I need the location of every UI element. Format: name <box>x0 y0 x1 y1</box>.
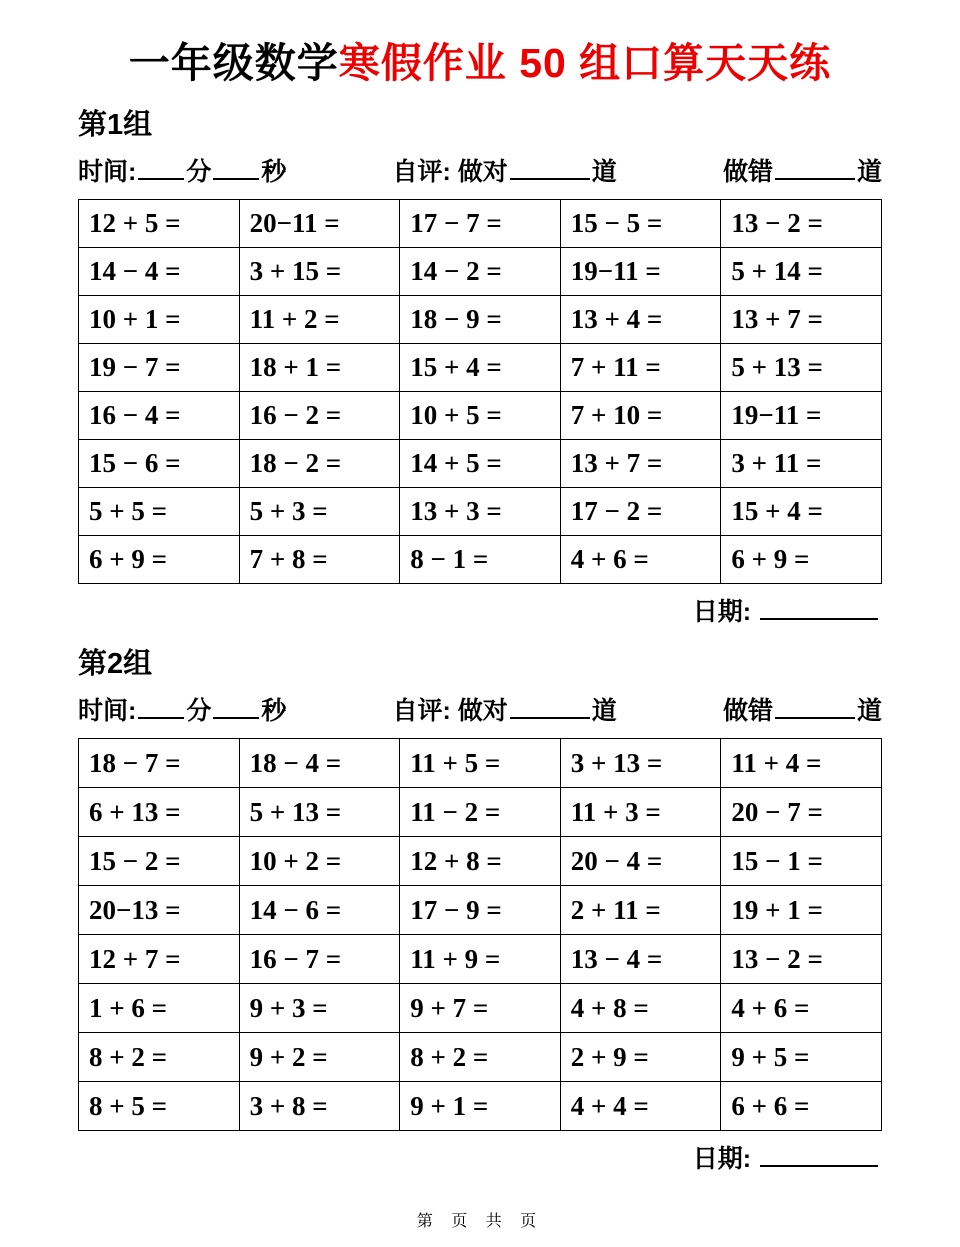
problem-cell: 3 + 13 = <box>560 739 721 788</box>
problem-cell: 4 + 6 = <box>560 536 721 584</box>
problem-cell: 11 + 4 = <box>721 739 882 788</box>
problem-cell: 13 + 7 = <box>560 440 721 488</box>
problem-cell: 20−13 = <box>79 886 240 935</box>
problem-cell: 13 + 7 = <box>721 296 882 344</box>
date-blank-line <box>760 596 878 620</box>
problem-cell: 11 + 2 = <box>239 296 400 344</box>
problem-cell: 8 + 2 = <box>400 1033 561 1082</box>
problem-cell: 19−11 = <box>721 392 882 440</box>
problem-cell: 19 + 1 = <box>721 886 882 935</box>
problem-cell: 14 + 5 = <box>400 440 561 488</box>
wrong-segment <box>723 691 882 727</box>
problem-cell: 18 − 2 = <box>239 440 400 488</box>
time-segment <box>78 691 286 727</box>
time-label: 时间: <box>78 697 137 726</box>
problem-cell: 8 − 1 = <box>400 536 561 584</box>
problem-cell: 5 + 13 = <box>239 788 400 837</box>
problem-cell: 2 + 9 = <box>560 1033 721 1082</box>
problem-cell: 10 + 2 = <box>239 837 400 886</box>
time-segment <box>78 152 286 188</box>
problem-row <box>79 984 882 1033</box>
problem-cell: 19−11 = <box>560 248 721 296</box>
problem-cell: 12 + 7 = <box>79 935 240 984</box>
group-1-heading: 第1组 <box>78 109 153 142</box>
problem-cell: 5 + 3 = <box>239 488 400 536</box>
problem-row <box>79 837 882 886</box>
wrong-count-blank-line <box>775 695 855 719</box>
problem-cell: 14 − 2 = <box>400 248 561 296</box>
second-label: 秒 <box>261 697 287 726</box>
wrong-label: 做错 <box>722 158 773 187</box>
page-title <box>78 0 882 87</box>
problems-table-group-1 <box>78 199 882 584</box>
problem-cell: 15 − 6 = <box>79 440 240 488</box>
problem-cell: 11 + 3 = <box>560 788 721 837</box>
self-eval-segment <box>393 152 617 188</box>
problem-cell: 18 − 7 = <box>79 739 240 788</box>
problem-cell: 18 − 9 = <box>400 296 561 344</box>
minutes-blank-line <box>138 156 184 180</box>
wrong-unit-label: 道 <box>856 158 882 187</box>
problem-row <box>79 935 882 984</box>
group-2-date-line <box>78 1139 882 1175</box>
problem-cell: 13 − 2 = <box>721 935 882 984</box>
correct-unit-label: 道 <box>591 158 617 187</box>
problem-row <box>79 536 882 584</box>
problem-cell: 15 + 4 = <box>400 344 561 392</box>
problem-cell: 3 + 15 = <box>239 248 400 296</box>
problem-row <box>79 739 882 788</box>
problem-cell: 3 + 11 = <box>721 440 882 488</box>
problem-cell: 9 + 5 = <box>721 1033 882 1082</box>
problem-cell: 9 + 1 = <box>400 1082 561 1131</box>
problem-cell: 10 + 5 = <box>400 392 561 440</box>
problem-cell: 20 − 7 = <box>721 788 882 837</box>
problem-cell: 11 + 5 = <box>400 739 561 788</box>
problem-cell: 6 + 9 = <box>721 536 882 584</box>
problem-row <box>79 1082 882 1131</box>
problem-cell: 9 + 2 = <box>239 1033 400 1082</box>
date-label: 日期: <box>692 1145 752 1174</box>
date-blank-line <box>760 1143 878 1167</box>
problem-cell: 5 + 14 = <box>721 248 882 296</box>
correct-unit-label: 道 <box>591 697 617 726</box>
problem-cell: 6 + 9 = <box>79 536 240 584</box>
problem-cell: 19 − 7 = <box>79 344 240 392</box>
problem-cell: 20−11 = <box>239 200 400 248</box>
seconds-blank-line <box>213 156 259 180</box>
problem-cell: 6 + 13 = <box>79 788 240 837</box>
problem-row <box>79 1033 882 1082</box>
problem-cell: 10 + 1 = <box>79 296 240 344</box>
correct-count-blank-line <box>510 156 590 180</box>
group-1-meta-line <box>78 152 882 188</box>
problem-cell: 2 + 11 = <box>560 886 721 935</box>
page-title-red-part: 寒假作业 50 组口算天天练 <box>338 40 832 86</box>
problem-cell: 6 + 6 = <box>721 1082 882 1131</box>
self-eval-segment <box>393 691 617 727</box>
correct-count-blank-line <box>510 695 590 719</box>
problem-row <box>79 200 882 248</box>
minute-label: 分 <box>186 697 212 726</box>
wrong-unit-label: 道 <box>856 697 882 726</box>
problem-cell: 9 + 7 = <box>400 984 561 1033</box>
problem-row <box>79 296 882 344</box>
problem-cell: 12 + 5 = <box>79 200 240 248</box>
problem-cell: 15 − 2 = <box>79 837 240 886</box>
problem-row <box>79 488 882 536</box>
problem-cell: 15 + 4 = <box>721 488 882 536</box>
problem-cell: 16 − 7 = <box>239 935 400 984</box>
problem-cell: 18 + 1 = <box>239 344 400 392</box>
page-title-black-part: 一年级数学 <box>128 40 339 86</box>
problem-cell: 15 − 1 = <box>721 837 882 886</box>
problem-row <box>79 886 882 935</box>
wrong-count-blank-line <box>775 156 855 180</box>
problem-row <box>79 440 882 488</box>
problem-cell: 8 + 5 = <box>79 1082 240 1131</box>
problems-table-group-2 <box>78 738 882 1131</box>
problem-cell: 11 + 9 = <box>400 935 561 984</box>
problem-cell: 9 + 3 = <box>239 984 400 1033</box>
problem-cell: 7 + 11 = <box>560 344 721 392</box>
minutes-blank-line <box>138 695 184 719</box>
problem-cell: 5 + 13 = <box>721 344 882 392</box>
problem-row <box>79 248 882 296</box>
problem-cell: 13 − 4 = <box>560 935 721 984</box>
date-label: 日期: <box>692 598 752 627</box>
problem-row <box>79 344 882 392</box>
problem-cell: 13 + 4 = <box>560 296 721 344</box>
group-2-heading: 第2组 <box>78 648 153 681</box>
problem-cell: 3 + 8 = <box>239 1082 400 1131</box>
problem-cell: 4 + 6 = <box>721 984 882 1033</box>
problem-cell: 16 − 2 = <box>239 392 400 440</box>
group-1-date-line <box>78 592 882 628</box>
problem-cell: 17 − 7 = <box>400 200 561 248</box>
problem-cell: 13 + 3 = <box>400 488 561 536</box>
problem-cell: 11 − 2 = <box>400 788 561 837</box>
problem-cell: 14 − 4 = <box>79 248 240 296</box>
problem-cell: 7 + 10 = <box>560 392 721 440</box>
problem-row <box>79 392 882 440</box>
problem-cell: 4 + 4 = <box>560 1082 721 1131</box>
wrong-label: 做错 <box>722 697 773 726</box>
minute-label: 分 <box>186 158 212 187</box>
time-label: 时间: <box>78 158 137 187</box>
problem-cell: 20 − 4 = <box>560 837 721 886</box>
group-2-meta-line <box>78 691 882 727</box>
page-footer: 第 页 共 页 <box>416 1213 544 1230</box>
self-eval-label: 自评: 做对 <box>392 158 508 187</box>
seconds-blank-line <box>213 695 259 719</box>
problem-cell: 1 + 6 = <box>79 984 240 1033</box>
problem-row <box>79 788 882 837</box>
group-section-1 <box>78 102 882 628</box>
group-section-2 <box>78 641 882 1175</box>
problem-cell: 12 + 8 = <box>400 837 561 886</box>
self-eval-label: 自评: 做对 <box>392 697 508 726</box>
second-label: 秒 <box>261 158 287 187</box>
problem-cell: 17 − 9 = <box>400 886 561 935</box>
problem-cell: 15 − 5 = <box>560 200 721 248</box>
problem-cell: 5 + 5 = <box>79 488 240 536</box>
problem-cell: 13 − 2 = <box>721 200 882 248</box>
wrong-segment <box>723 152 882 188</box>
problem-cell: 4 + 8 = <box>560 984 721 1033</box>
problem-cell: 16 − 4 = <box>79 392 240 440</box>
problem-cell: 14 − 6 = <box>239 886 400 935</box>
problem-cell: 18 − 4 = <box>239 739 400 788</box>
problem-cell: 8 + 2 = <box>79 1033 240 1082</box>
problem-cell: 7 + 8 = <box>239 536 400 584</box>
problem-cell: 17 − 2 = <box>560 488 721 536</box>
